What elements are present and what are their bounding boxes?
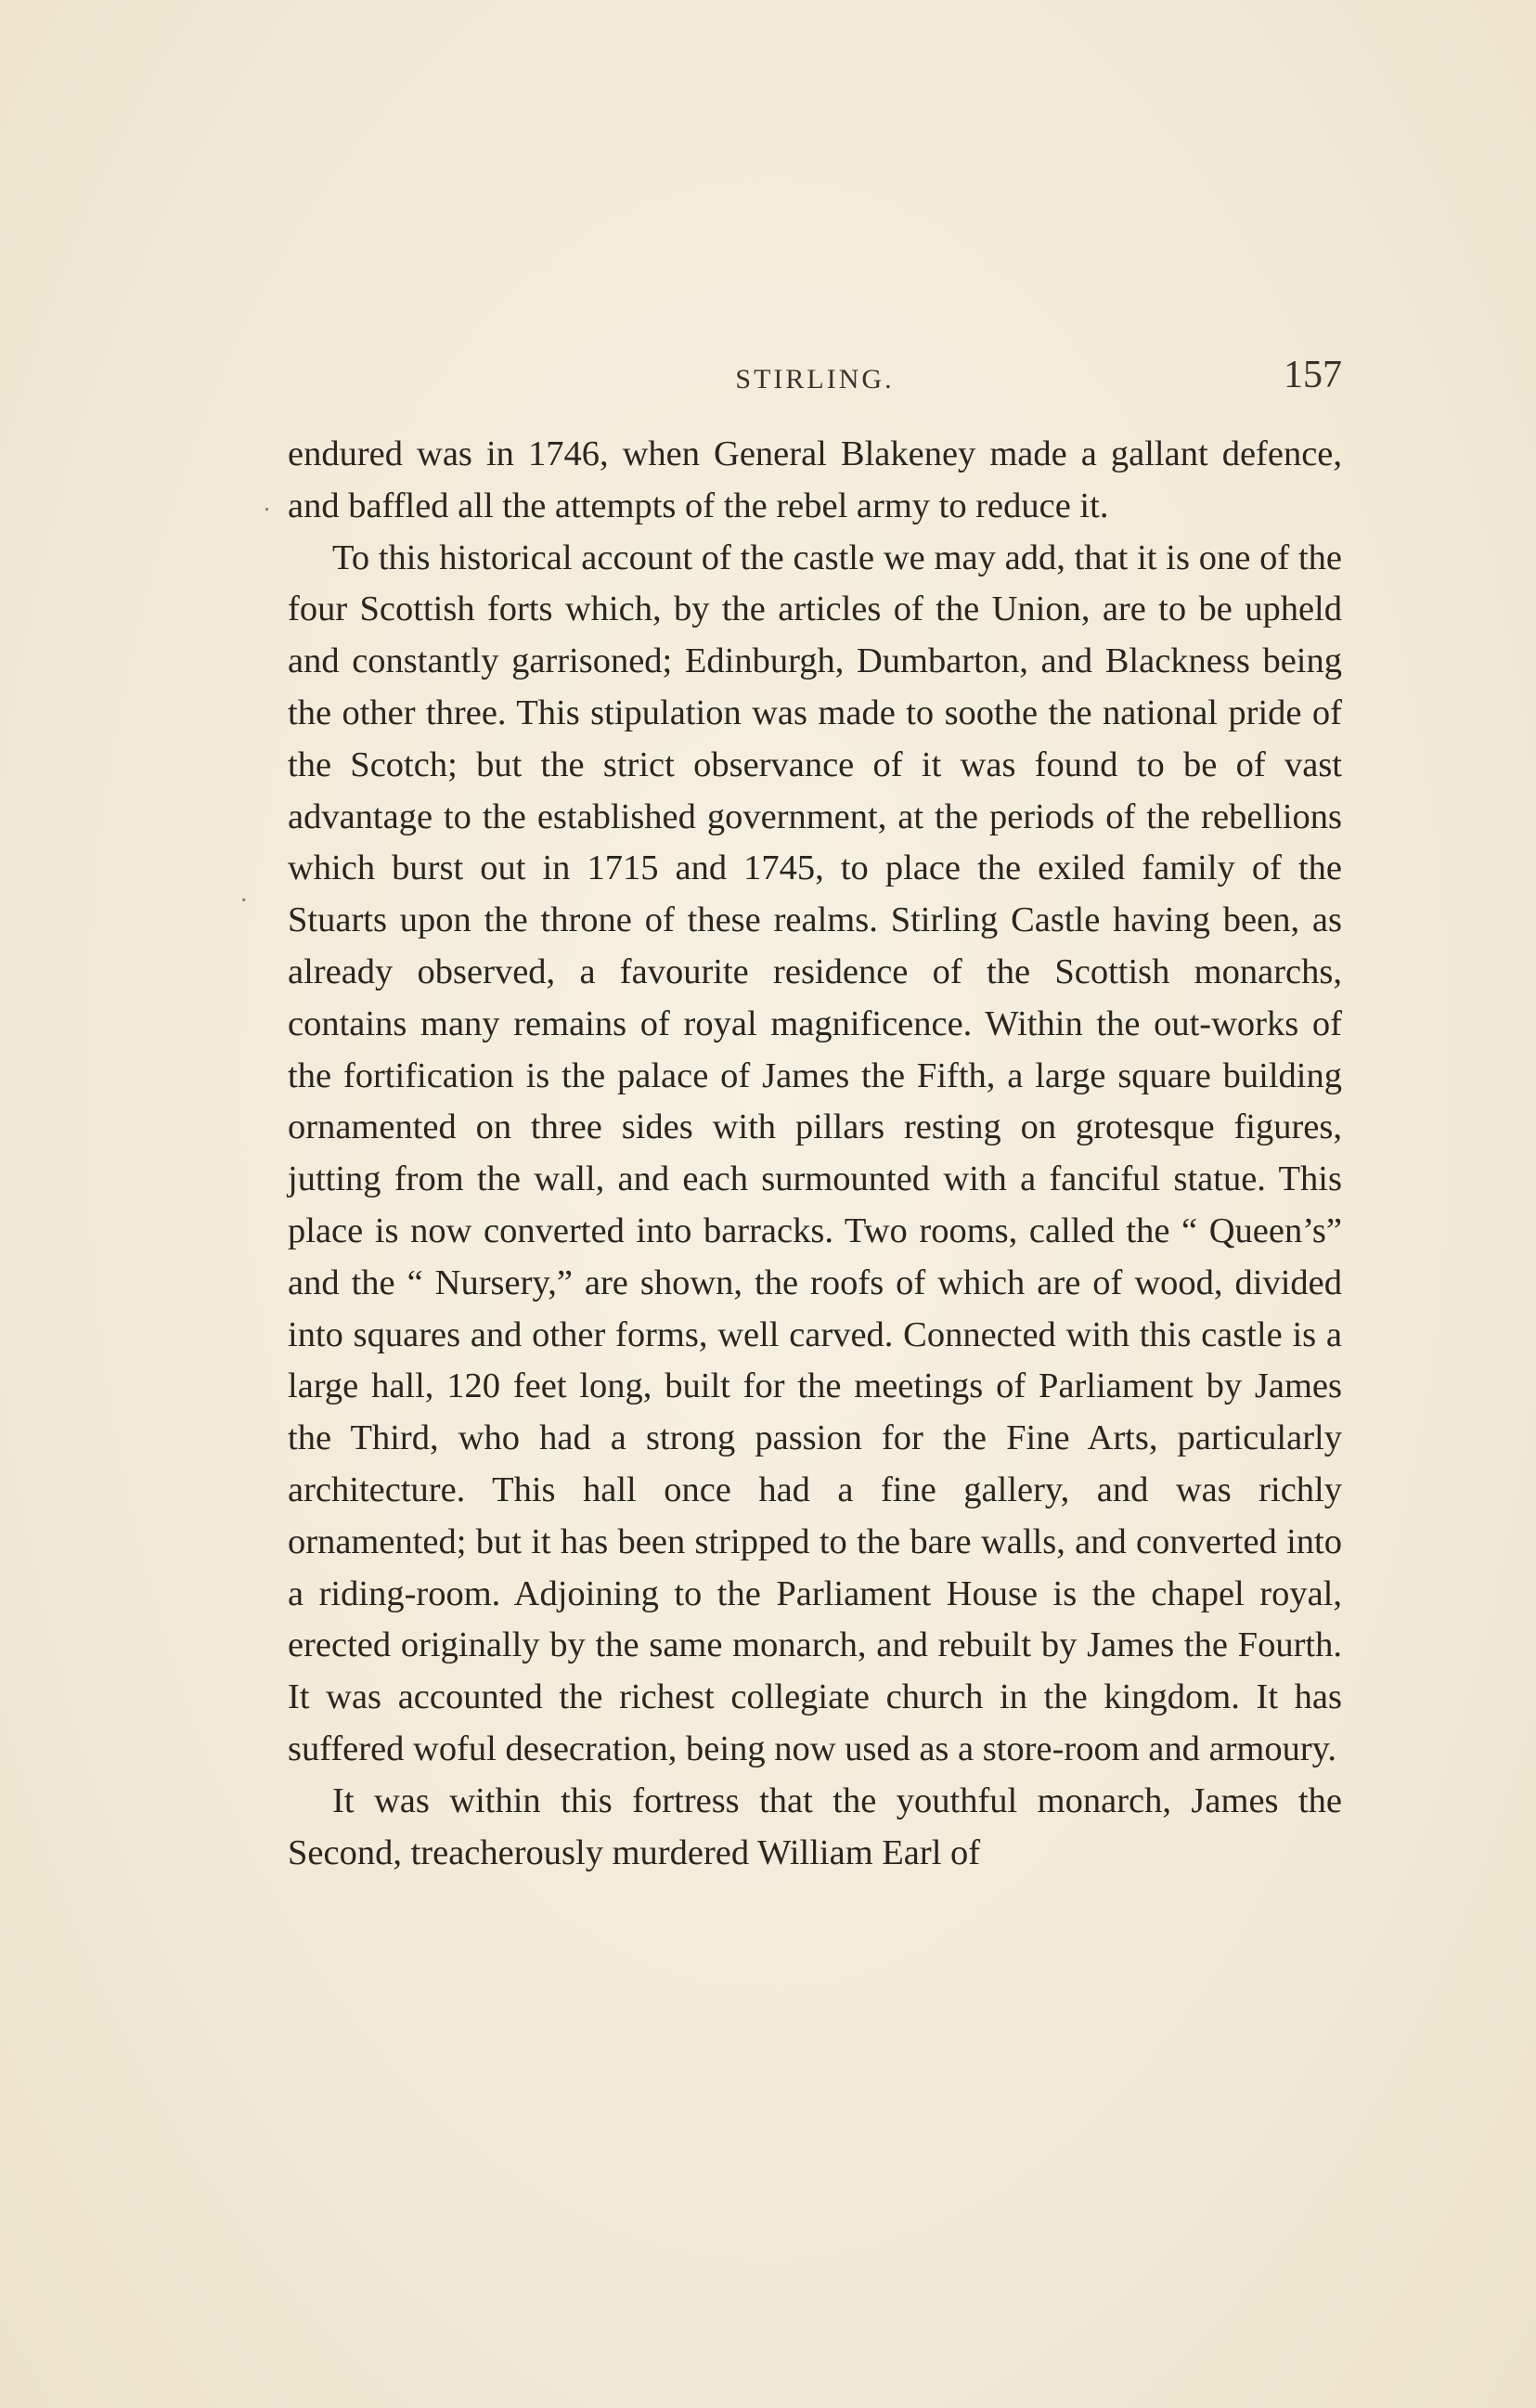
margin-dot-mark: . (264, 488, 270, 517)
paragraph-3: It was within this fortress that the youthful monarch, James the Second, treacherously murdered William Earl of (288, 1780, 1342, 1872)
body-text (288, 429, 1342, 1879)
page-number: 157 (1284, 354, 1342, 396)
margin-tick-mark: · (239, 887, 249, 915)
running-head: STIRLING. (735, 364, 895, 395)
paragraph-2: To this historical account of the castle we may add, that it is one of the four Scottish forts which, by the articles of the Union, are to be upheld and constantly garrisoned; Edinburgh, Dumbarton, and Blackness being the other three. This stipulation was made to soothe the national pride of the Scotch; but the strict observance of it was found to be of vast advantage to the established government, at the periods of the rebellions which burst out in 1715 and 1745, to place the exiled family of the Stuarts upon the throne of these realms. Stirling Castle having been, as already observed, a favourite residence of the Scottish monarchs, contains many remains of royal magnificence. Within the out-works of the fortification is the palace of James the Fifth, a large square building ornamented on three sides with pillars resting on grotesque figures, jutting from the wall, and each surmounted with a fanciful statue. This place is now converted into barracks. Two rooms, called the “ Queen’s” and the “ Nursery,” are shown, the roofs of which are of wood, divided into squares and other forms, well carved. Connected with this castle is a large hall, 120 feet long, built for the meetings of Parliament by James the Third, who had a strong passion for the Fine Arts, particularly architecture. This hall once had a fine gallery, and was richly ornamented; but it has been stripped to the bare walls, and converted into a riding-room. Adjoining to the Parliament House is the chapel royal, erected originally by the same monarch, and rebuilt by James the Fourth. It was accounted the richest collegiate church in the kingdom. It has suffered woful desecration, being now used as a store-room and armoury. (288, 537, 1342, 1768)
paragraph-1: endured was in 1746, when General Blakeney made a gallant defence, and baffled all the attempts of the rebel army to reduce it. (288, 434, 1342, 525)
page-header (288, 353, 1342, 408)
